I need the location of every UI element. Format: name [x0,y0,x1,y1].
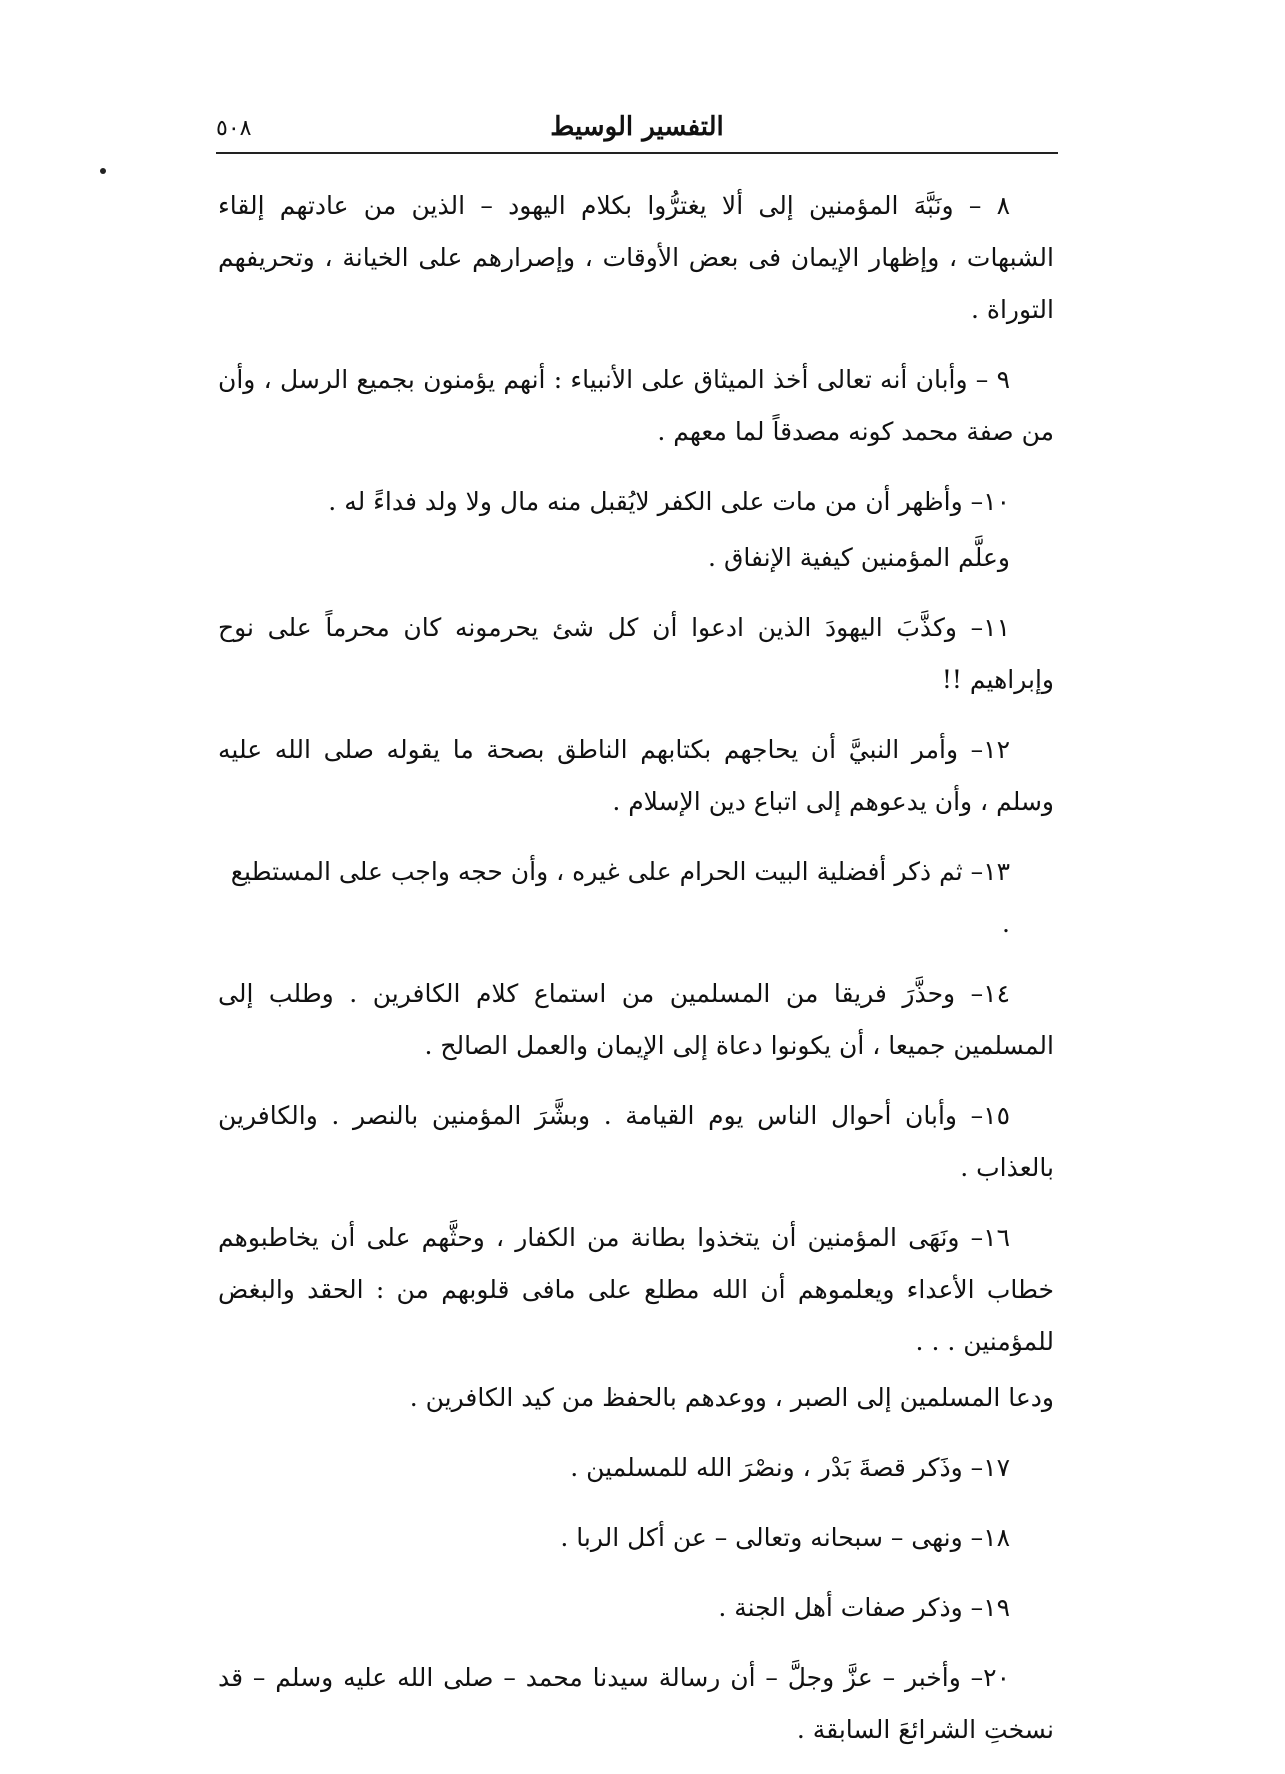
paragraph-8: ٨ – ونَبَّهَ المؤمنين إلى ألا يغترُّوا بكلام اليهود – الذين من عادتهم إلقاء الشبهات ، وإظهار الإيمان فى بعض الأوقات ، وإصرارهم على الخيانة ، وتحريفهم التوراة . [218,191,1054,324]
page-number: ٥٠٨ [216,116,252,141]
paragraph-18: ١٨– ونهى – سبحانه وتعالى – عن أكل الربا . [560,1523,1010,1552]
margin-dot [100,168,106,174]
page-header [216,112,1058,152]
paragraph-17: ١٧– وذَكر قصةَ بَدْر ، ونصْرَ الله للمسلمين . [570,1453,1010,1482]
paragraph-19: ١٩– وذكر صفات أهل الجنة . [718,1593,1010,1622]
page-body [218,180,1054,1774]
paragraph-16-continued: ودعا المسلمين إلى الصبر ، ووعدهم بالحفظ من كيد الكافرين . [409,1383,1054,1412]
book-title: التفسير الوسيط [550,112,724,142]
paragraph-14: ١٤– وحذَّرَ فريقا من المسلمين من استماع كلام الكافرين . وطلب إلى المسلمين جميعا ، أن يكونوا دعاة إلى الإيمان والعمل الصالح . [218,979,1054,1060]
paragraph-16: ١٦– ونَهَى المؤمنين أن يتخذوا بطانة من الكفار ، وحثَّهم على أن يخاطبوهم خطاب الأعداء ويعلموهم أن الله مطلع على مافى قلوبهم من : الحقد والبغض للمؤمنين . . . [218,1223,1054,1356]
paragraph-15: ١٥– وأبان أحوال الناس يوم القيامة . وبشَّرَ المؤمنين بالنصر . والكافرين بالعذاب . [218,1101,1054,1182]
paragraph-10: ١٠– وأظهر أن من مات على الكفر لايُقبل منه مال ولا ولد فداءً له . [328,487,1010,516]
paragraph-13: ١٣– ثم ذكر أفضلية البيت الحرام على غيره ، وأن حجه واجب على المستطيع . [230,857,1010,938]
paragraph-9: ٩ – وأبان أنه تعالى أخذ الميثاق على الأنبياء : أنهم يؤمنون بجميع الرسل ، وأن من صفة محمد كونه مصدقاً لما معهم . [218,365,1054,446]
paragraph-20: ٢٠– وأخبر – عزَّ وجلَّ – أن رسالة سيدنا محمد – صلى الله عليه وسلم – قد نسختِ الشرائعَ السابقة . [218,1663,1054,1744]
header-rule [216,152,1058,154]
paragraph-11: ١١– وكذَّبَ اليهودَ الذين ادعوا أن كل شئ يحرمونه كان محرماً على نوح وإبراهيم !! [218,613,1054,694]
paragraph-12: ١٢– وأمر النبيَّ أن يحاجهم بكتابهم الناطق بصحة ما يقوله صلى الله عليه وسلم ، وأن يدعوهم إلى اتباع دين الإسلام . [218,735,1054,816]
paragraph-10-continued: وعلَّم المؤمنين كيفية الإنفاق . [708,543,1010,572]
